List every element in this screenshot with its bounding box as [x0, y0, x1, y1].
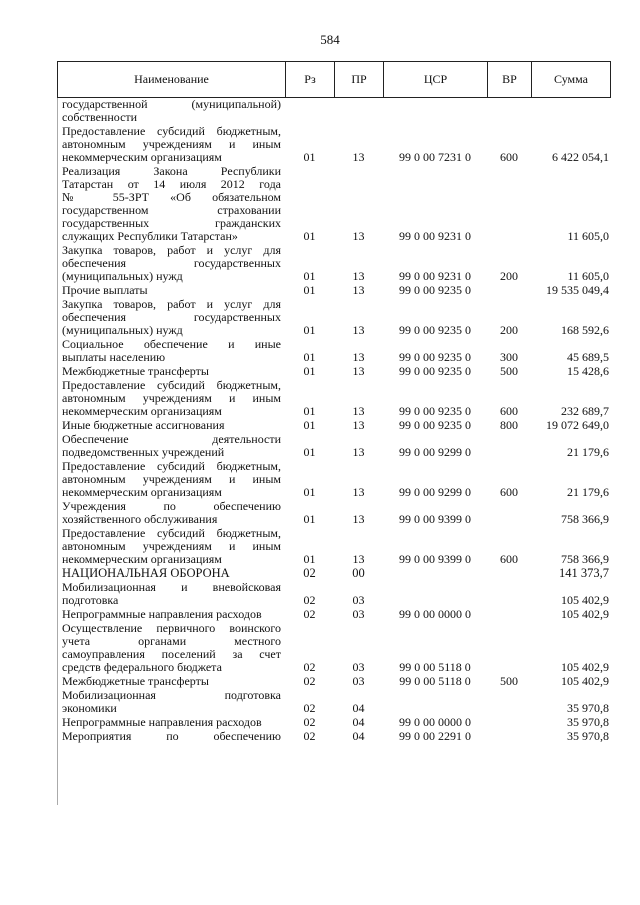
- row-vr: 200: [500, 269, 518, 283]
- row-csr: 99 0 00 5118 0: [399, 660, 471, 674]
- row-name-line: средств федерального бюджета: [62, 660, 222, 674]
- row-name: [57, 730, 285, 743]
- row-name-line: Межбюджетные трансферты: [62, 364, 209, 378]
- row-pr: 13: [352, 552, 365, 566]
- row-rz: 02: [303, 607, 316, 621]
- row-csr: 99 0 00 9235 0: [399, 323, 471, 337]
- row-pr: 03: [352, 607, 365, 621]
- row-csr: 99 0 00 0000 0: [399, 715, 471, 729]
- table-row: [57, 527, 611, 566]
- row-sum: 45 689,5: [567, 350, 609, 364]
- row-name: [57, 365, 285, 378]
- row-name-line: некоммерческим организациям: [62, 552, 222, 566]
- row-rz: 01: [303, 552, 316, 566]
- row-name: [57, 244, 285, 283]
- row-pr: 13: [352, 364, 365, 378]
- row-name: [57, 689, 285, 715]
- table-row: [57, 730, 611, 743]
- table-row: [57, 165, 611, 243]
- row-rz: 02: [303, 674, 316, 688]
- row-pr: 00: [352, 566, 365, 580]
- row-pr: 13: [352, 269, 365, 283]
- row-name: [57, 98, 285, 124]
- row-vr: 600: [500, 150, 518, 164]
- row-csr: 99 0 00 9231 0: [399, 269, 471, 283]
- header-rz: Рз: [286, 62, 335, 97]
- row-pr: 03: [352, 674, 365, 688]
- row-sum: 168 592,6: [561, 323, 609, 337]
- row-rz: 02: [303, 729, 316, 743]
- row-sum: 11 605,0: [567, 229, 609, 243]
- row-name-line: государственном страховании: [62, 203, 281, 217]
- table-body: [57, 98, 611, 744]
- row-name-line: Татарстан от 14 июля 2012 года: [62, 177, 281, 191]
- row-name-line: некоммерческим организациям: [62, 404, 222, 418]
- row-sum: 11 605,0: [567, 269, 609, 283]
- row-name-line: (муниципальных) нужд: [62, 269, 183, 283]
- row-name-line: подготовка: [62, 593, 119, 607]
- row-sum: 6 422 054,1: [552, 150, 609, 164]
- row-name-line: обеспечения государственных: [62, 256, 281, 270]
- table-header: [57, 61, 611, 98]
- row-name: [57, 581, 285, 607]
- row-name-line: Обеспечение деятельности: [62, 432, 281, 446]
- row-pr: 03: [352, 660, 365, 674]
- row-name-line: Межбюджетные трансферты: [62, 674, 209, 688]
- table-row: [57, 581, 611, 607]
- row-name-line: Мобилизационная подготовка: [62, 688, 281, 702]
- row-name-line: автономным учреждениям и иным: [62, 391, 281, 405]
- table-row: [57, 298, 611, 337]
- row-name-line: Иные бюджетные ассигнования: [62, 418, 225, 432]
- row-pr: 04: [352, 729, 365, 743]
- row-name-line: Учреждения по обеспечению: [62, 499, 281, 513]
- row-vr: 600: [500, 485, 518, 499]
- row-csr: 99 0 00 9399 0: [399, 512, 471, 526]
- row-sum: 105 402,9: [561, 607, 609, 621]
- row-name-line: Предоставление субсидий бюджетным,: [62, 459, 281, 473]
- row-name: [57, 460, 285, 499]
- row-name: [57, 379, 285, 418]
- row-name-line: Предоставление субсидий бюджетным,: [62, 526, 281, 540]
- row-name: [57, 433, 285, 459]
- row-name-line: государственных гражданских: [62, 216, 281, 230]
- row-name: [57, 675, 285, 688]
- row-sum: 35 970,8: [567, 715, 609, 729]
- table-row: [57, 338, 611, 364]
- row-vr: 300: [500, 350, 518, 364]
- row-pr: 04: [352, 715, 365, 729]
- row-name-line: учета органами местного: [62, 634, 281, 648]
- row-vr: 800: [500, 418, 518, 432]
- row-name-line: № 55-ЗРТ «Об обязательном: [62, 190, 281, 204]
- row-sum: 21 179,6: [567, 485, 609, 499]
- row-pr: 13: [352, 404, 365, 418]
- table-row: [57, 379, 611, 418]
- row-rz: 02: [303, 566, 316, 580]
- row-csr: 99 0 00 2291 0: [399, 729, 471, 743]
- row-name: [57, 419, 285, 432]
- row-sum: 758 366,9: [561, 512, 609, 526]
- row-pr: 13: [352, 418, 365, 432]
- table-row: [57, 608, 611, 621]
- row-sum: 105 402,9: [561, 593, 609, 607]
- row-name-line: автономным учреждениям и иным: [62, 137, 281, 151]
- row-name-line: Социальное обеспечение и иные: [62, 337, 281, 351]
- row-rz: 01: [303, 150, 316, 164]
- row-csr: 99 0 00 9235 0: [399, 418, 471, 432]
- row-vr: 200: [500, 323, 518, 337]
- row-pr: 13: [352, 445, 365, 459]
- table-row: [57, 433, 611, 459]
- row-vr: 600: [500, 552, 518, 566]
- row-name: [57, 125, 285, 164]
- row-csr: 99 0 00 9235 0: [399, 404, 471, 418]
- row-rz: 01: [303, 269, 316, 283]
- row-rz: 02: [303, 715, 316, 729]
- row-sum: 232 689,7: [561, 404, 609, 418]
- row-sum: 105 402,9: [561, 674, 609, 688]
- row-pr: 13: [352, 229, 365, 243]
- row-name: [57, 716, 285, 729]
- row-name: [57, 567, 285, 580]
- row-rz: 01: [303, 350, 316, 364]
- header-name: Наименование: [58, 62, 286, 97]
- row-csr: 99 0 00 9299 0: [399, 445, 471, 459]
- row-rz: 01: [303, 229, 316, 243]
- row-sum: 141 373,7: [559, 566, 609, 580]
- row-rz: 01: [303, 364, 316, 378]
- row-rz: 02: [303, 660, 316, 674]
- row-sum: 105 402,9: [561, 660, 609, 674]
- row-name-line: Закупка товаров, работ и услуг для: [62, 243, 281, 257]
- row-name-line: Реализация Закона Республики: [62, 164, 281, 178]
- table-row: [57, 460, 611, 499]
- row-name: [57, 284, 285, 297]
- row-csr: 99 0 00 9235 0: [399, 350, 471, 364]
- row-csr: 99 0 00 0000 0: [399, 607, 471, 621]
- row-name-line: автономным учреждениям и иным: [62, 472, 281, 486]
- row-rz: 01: [303, 404, 316, 418]
- row-pr: 13: [352, 485, 365, 499]
- header-vr: ВР: [488, 62, 532, 97]
- header-csr: ЦСР: [384, 62, 488, 97]
- row-name: [57, 165, 285, 243]
- row-csr: 99 0 00 9231 0: [399, 229, 471, 243]
- row-name-line: самоуправления поселений за счет: [62, 647, 281, 661]
- row-name-line: хозяйственного обслуживания: [62, 512, 218, 526]
- row-rz: 01: [303, 323, 316, 337]
- row-name-line: Прочие выплаты: [62, 283, 148, 297]
- row-rz: 01: [303, 283, 316, 297]
- row-name: [57, 608, 285, 621]
- row-rz: 02: [303, 701, 316, 715]
- table-row: [57, 419, 611, 432]
- table-row: [57, 125, 611, 164]
- row-name-line: автономным учреждениям и иным: [62, 539, 281, 553]
- table-row: [57, 689, 611, 715]
- row-sum: 21 179,6: [567, 445, 609, 459]
- row-name-line: государственной (муниципальной): [62, 97, 281, 111]
- row-pr: 13: [352, 350, 365, 364]
- row-name-line: собственности: [62, 110, 138, 124]
- row-name-line: Мобилизационная и вневойсковая: [62, 580, 281, 594]
- row-vr: 600: [500, 404, 518, 418]
- row-pr: 13: [352, 512, 365, 526]
- row-name-line: Закупка товаров, работ и услуг для: [62, 297, 281, 311]
- row-rz: 01: [303, 512, 316, 526]
- row-vr: 500: [500, 364, 518, 378]
- row-name: [57, 500, 285, 526]
- row-name-line: Непрограммные направления расходов: [62, 715, 262, 729]
- row-vr: 500: [500, 674, 518, 688]
- row-name-line: Мероприятия по обеспечению: [62, 729, 281, 743]
- row-name-line: НАЦИОНАЛЬНАЯ ОБОРОНА: [62, 566, 230, 580]
- row-name-line: Непрограммные направления расходов: [62, 607, 262, 621]
- row-name: [57, 338, 285, 364]
- table-row: [57, 500, 611, 526]
- page-number: 584: [320, 32, 340, 47]
- row-pr: 03: [352, 593, 365, 607]
- row-name: [57, 622, 285, 674]
- table-row: [57, 98, 611, 124]
- row-csr: 99 0 00 9399 0: [399, 552, 471, 566]
- row-rz: 01: [303, 445, 316, 459]
- row-name-line: некоммерческим организациям: [62, 485, 222, 499]
- row-name-line: обеспечения государственных: [62, 310, 281, 324]
- row-name-line: экономики: [62, 701, 117, 715]
- row-name-line: выплаты населению: [62, 350, 166, 364]
- row-pr: 13: [352, 150, 365, 164]
- row-pr: 04: [352, 701, 365, 715]
- row-pr: 13: [352, 323, 365, 337]
- table-row: [57, 284, 611, 297]
- table-row: [57, 622, 611, 674]
- table-row: [57, 365, 611, 378]
- row-csr: 99 0 00 7231 0: [399, 150, 471, 164]
- row-sum: 35 970,8: [567, 701, 609, 715]
- row-sum: 758 366,9: [561, 552, 609, 566]
- row-name: [57, 298, 285, 337]
- row-name-line: служащих Республики Татарстан»: [62, 229, 238, 243]
- header-pr: ПР: [335, 62, 384, 97]
- row-sum: 19 072 649,0: [546, 418, 609, 432]
- row-csr: 99 0 00 9299 0: [399, 485, 471, 499]
- table-row: [57, 244, 611, 283]
- row-name-line: Предоставление субсидий бюджетным,: [62, 378, 281, 392]
- row-sum: 15 428,6: [567, 364, 609, 378]
- row-csr: 99 0 00 9235 0: [399, 283, 471, 297]
- row-name-line: Предоставление субсидий бюджетным,: [62, 124, 281, 138]
- row-csr: 99 0 00 9235 0: [399, 364, 471, 378]
- row-name: [57, 527, 285, 566]
- row-name-line: (муниципальных) нужд: [62, 323, 183, 337]
- row-rz: 01: [303, 485, 316, 499]
- row-csr: 99 0 00 5118 0: [399, 674, 471, 688]
- table-row: [57, 716, 611, 729]
- row-name-line: подведомственных учреждений: [62, 445, 225, 459]
- header-sum: Сумма: [554, 72, 588, 86]
- row-rz: 02: [303, 593, 316, 607]
- row-pr: 13: [352, 283, 365, 297]
- row-sum: 35 970,8: [567, 729, 609, 743]
- row-name-line: некоммерческим организациям: [62, 150, 222, 164]
- table-row: [57, 567, 611, 580]
- row-name-line: Осуществление первичного воинского: [62, 621, 281, 635]
- row-rz: 01: [303, 418, 316, 432]
- row-sum: 19 535 049,4: [546, 283, 609, 297]
- table-row: [57, 675, 611, 688]
